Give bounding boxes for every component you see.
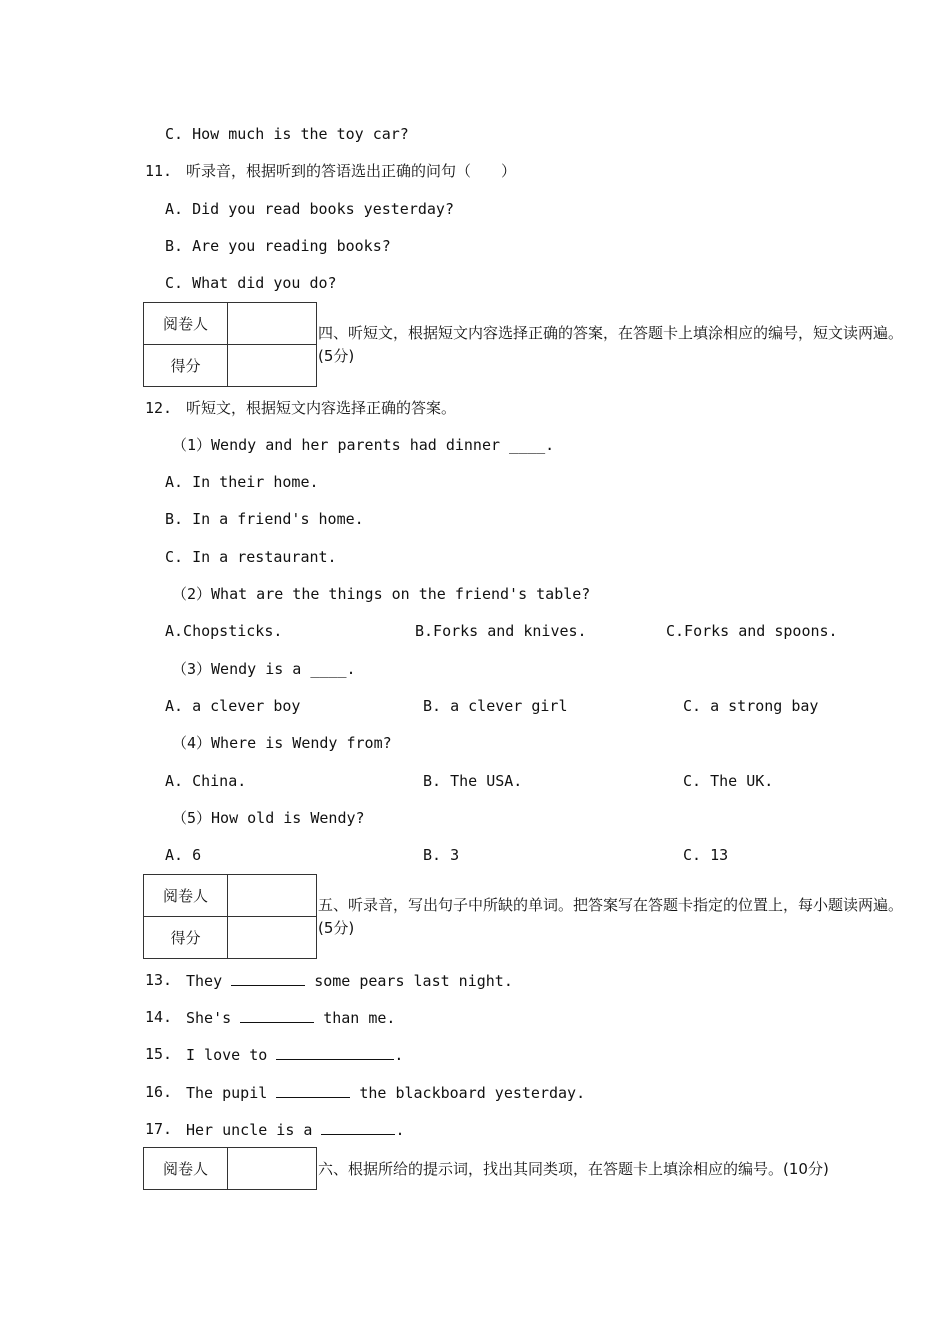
q13-post: some pears last night. [314,972,513,990]
q15-line [186,1044,403,1065]
q12-sub3-option-b: B. a clever girl [423,697,568,715]
q11-stem: 听录音，根据听到的答语选出正确的问句（ ） [186,162,517,180]
q12-sub3-blank: ____ [310,660,347,678]
section4-title: 四、听短文，根据短文内容选择正确的答案，在答题卡上填涂相应的编号，短文读两遍。 [318,324,904,342]
reviewer-cell [228,875,317,917]
q12-number: 12. [145,399,173,417]
q17-blank[interactable] [321,1119,395,1135]
q16-blank[interactable] [276,1082,350,1098]
q17-number: 17. [145,1120,173,1138]
q12-sub4-question: （4）Where is Wendy from? [172,734,392,752]
q12-sub2-question: （2）What are the things on the friend's table? [172,585,591,603]
q12-sub3-text: （3）Wendy is a [172,660,311,678]
q12-sub1-period: . [545,436,555,454]
q13-blank[interactable] [231,970,305,986]
q14-pre: She's [186,1009,232,1027]
score-label: 得分 [144,345,228,387]
q12-sub1-option-b: B. In a friend's home. [165,510,364,528]
q13-line [186,970,513,991]
q14-blank[interactable] [240,1007,314,1023]
q12-sub1-blank: ____ [509,436,546,454]
score-cell [228,917,317,959]
q12-sub4-option-a: A. China. [165,772,247,790]
q13-number: 13. [145,971,173,989]
q14-number: 14. [145,1008,173,1026]
q11-option-b: B. Are you reading books? [165,237,391,255]
section6-title: 六、根据所给的提示词，找出其同类项，在答题卡上填涂相应的编号。(10分) [318,1160,829,1178]
score-box-section4 [143,302,317,387]
q14-line [186,1007,395,1028]
q15-number: 15. [145,1045,173,1063]
q12-sub3-option-a: A. a clever boy [165,697,301,715]
q11-option-a: A. Did you read books yesterday? [165,200,454,218]
q12-sub4-option-b: B. The USA. [423,772,523,790]
q13-pre: They [186,972,223,990]
q16-line [186,1082,585,1103]
q12-sub5-option-b: B. 3 [423,846,460,864]
reviewer-label: 阅卷人 [144,875,228,917]
score-cell [228,345,317,387]
q12-sub3-period: . [346,660,356,678]
section4-points: (5分) [318,347,355,365]
q15-post: . [394,1046,404,1064]
section5-title: 五、听录音，写出句子中所缺的单词。把答案写在答题卡指定的位置上，每小题读两遍。 [318,896,904,914]
score-box-section6 [143,1147,317,1190]
reviewer-cell [228,1148,317,1190]
q12-sub2-option-b: B.Forks and knives. [415,622,587,640]
q12-sub5-question: （5）How old is Wendy? [172,809,365,827]
section4-heading [318,322,948,368]
section5-heading [318,894,948,940]
q12-stem: 听短文，根据短文内容选择正确的答案。 [186,399,457,417]
reviewer-label: 阅卷人 [144,303,228,345]
q17-line [186,1119,405,1140]
q16-number: 16. [145,1083,173,1101]
q12-sub5-option-c: C. 13 [683,846,729,864]
q12-sub3-option-c: C. a strong bay [683,697,819,715]
q17-post: . [395,1121,405,1139]
section6-heading [318,1158,948,1181]
score-box-section5 [143,874,317,959]
q11-number: 11. [145,162,173,180]
q16-pre: The pupil [186,1084,268,1102]
q12-sub1-text: （1）Wendy and her parents had dinner [172,436,510,454]
q16-post: the blackboard yesterday. [359,1084,586,1102]
q12-sub5-option-a: A. 6 [165,846,202,864]
q12-sub2-option-c: C.Forks and spoons. [666,622,838,640]
q15-blank[interactable] [276,1044,394,1060]
q10-option-c: C. How much is the toy car? [165,125,409,143]
q12-sub1-question [172,435,554,455]
q11-option-c: C. What did you do? [165,274,337,292]
reviewer-cell [228,303,317,345]
q12-sub3-question [172,659,356,679]
q15-pre: I love to [186,1046,268,1064]
q12-sub4-option-c: C. The UK. [683,772,774,790]
section5-points: (5分) [318,919,355,937]
q17-pre: Her uncle is a [186,1121,313,1139]
reviewer-label: 阅卷人 [144,1148,228,1190]
score-label: 得分 [144,917,228,959]
q12-sub1-option-c: C. In a restaurant. [165,548,337,566]
q12-sub2-option-a: A.Chopsticks. [165,622,283,640]
q12-sub1-option-a: A. In their home. [165,473,319,491]
q14-post: than me. [323,1009,396,1027]
